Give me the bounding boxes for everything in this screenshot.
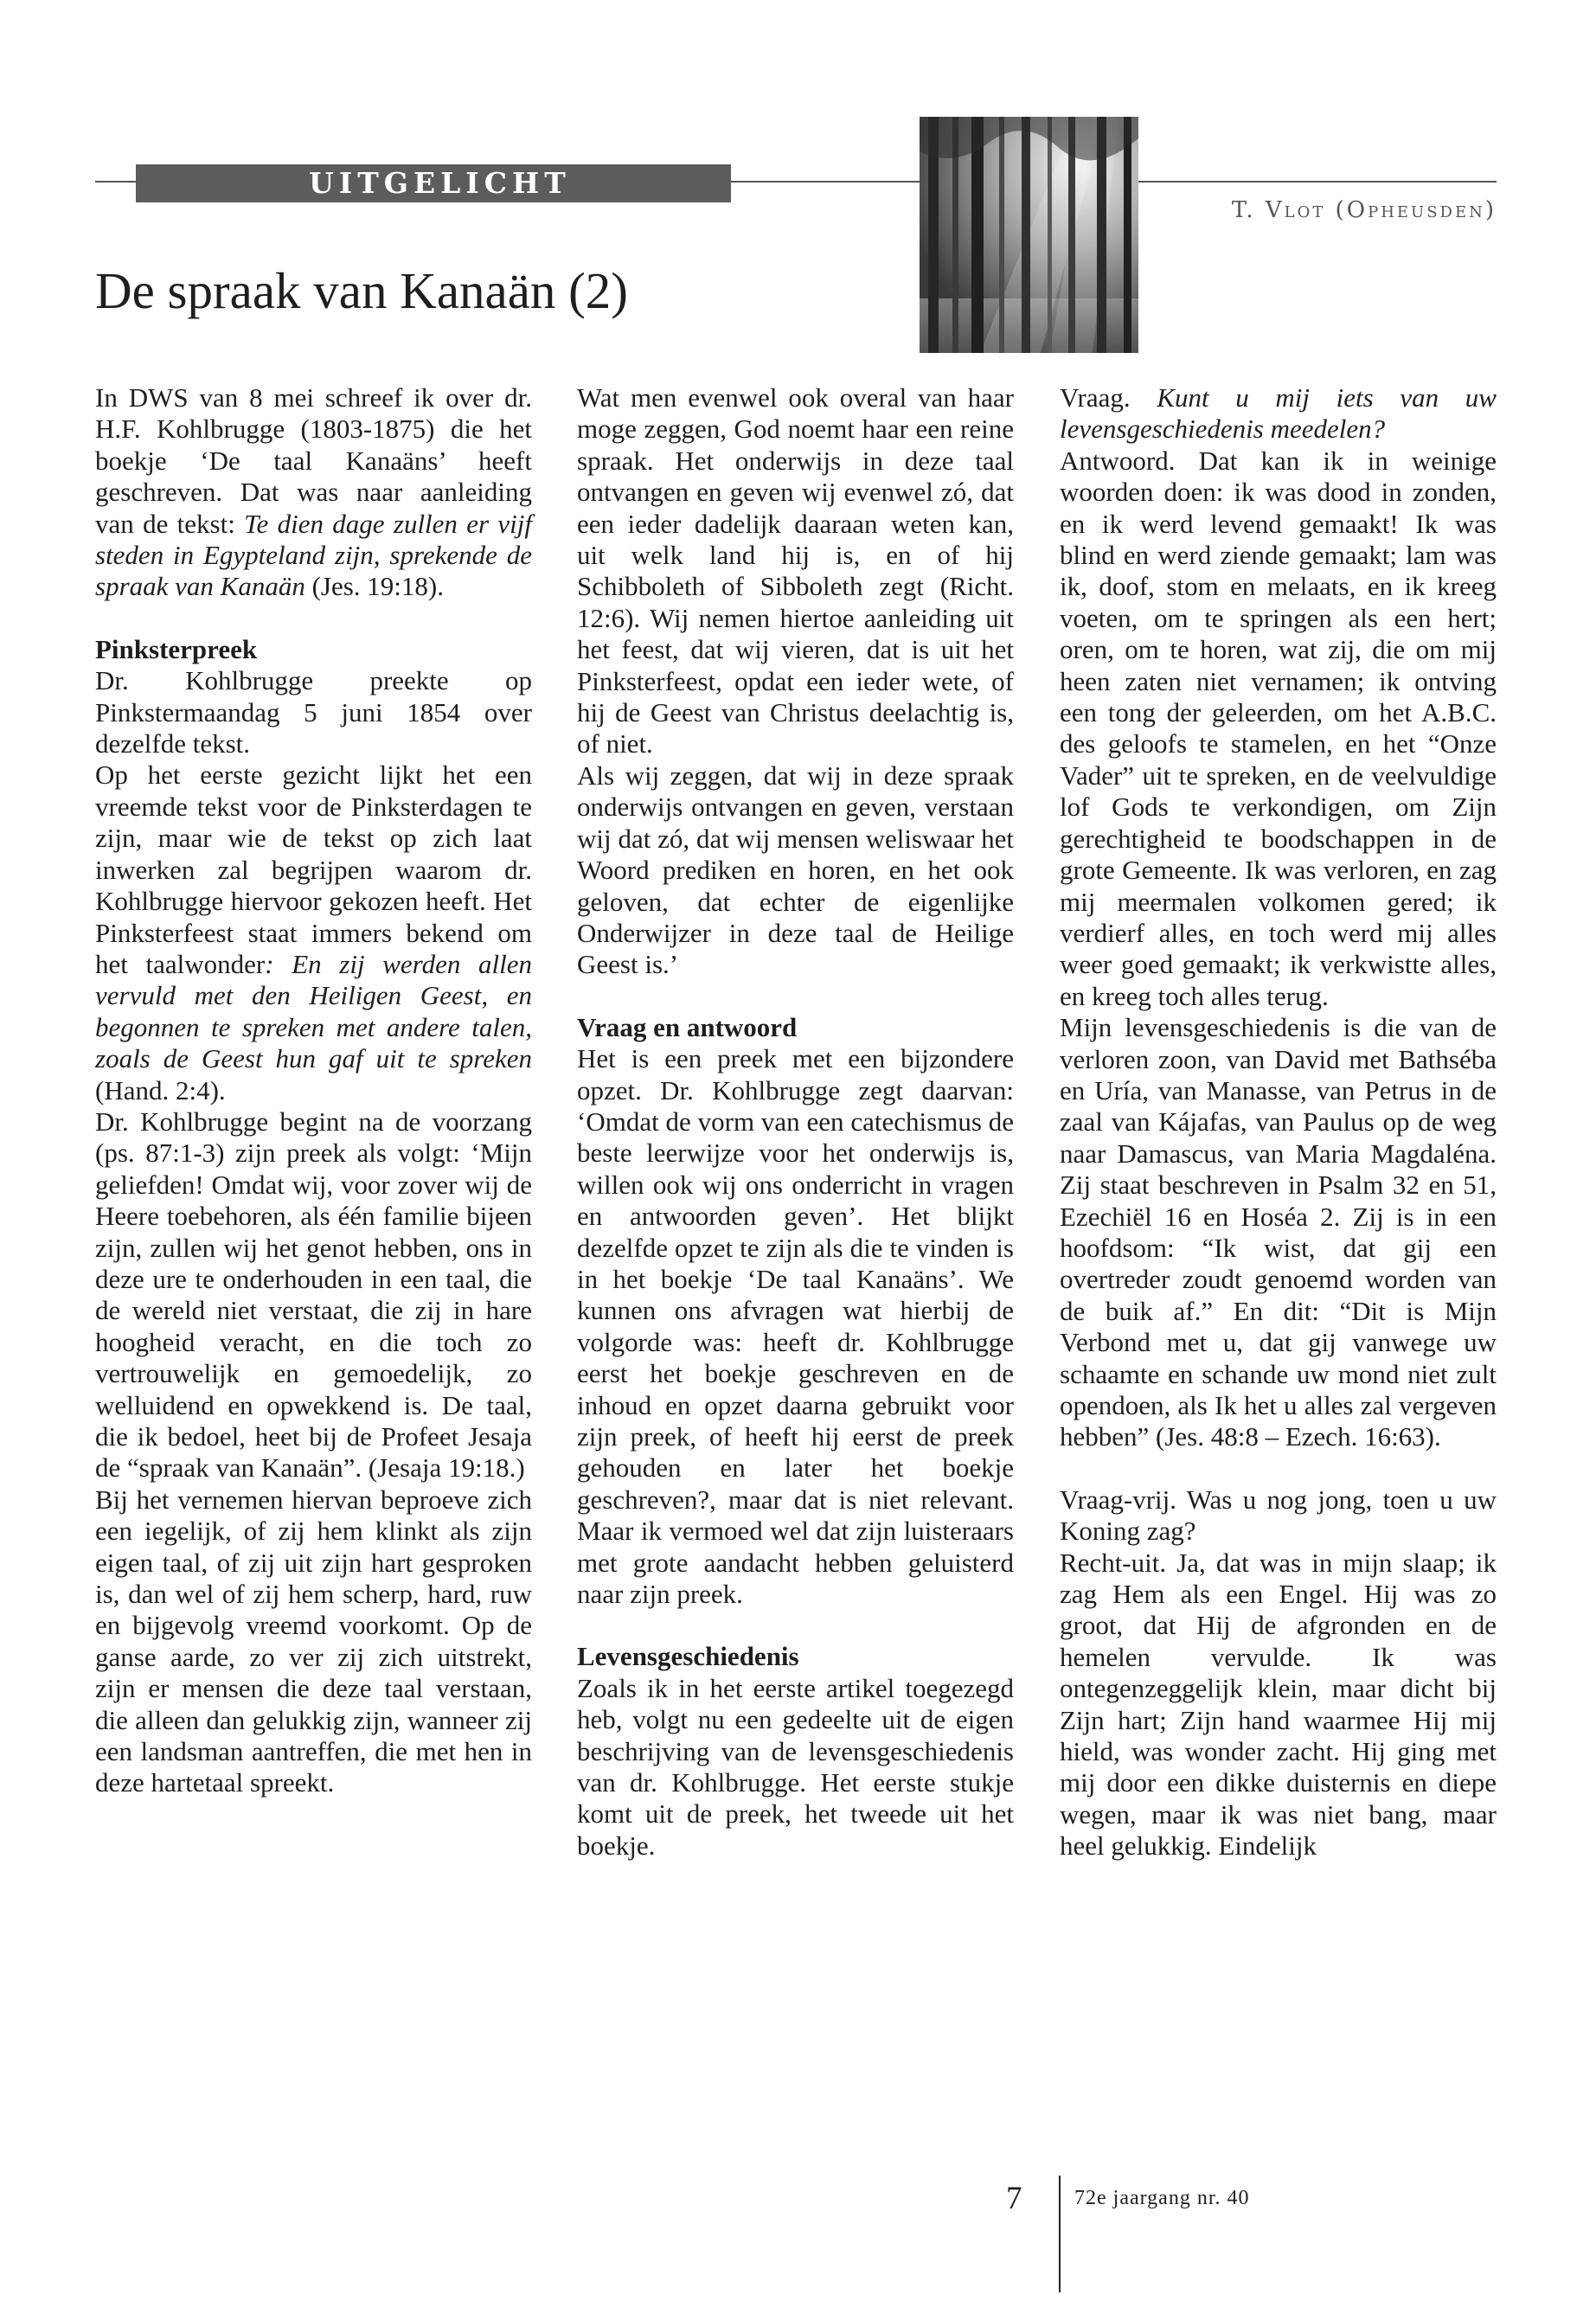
column-3 <box>1060 382 1497 1862</box>
subheading-levensgeschiedenis: Levensgeschiedenis <box>577 1641 799 1672</box>
paragraph: Antwoord. Dat kan ik in weinige woorden doen: ik was dood in zonden, en ik werd levend gemaakt! Ik was blind en werd ziende gemaakt; lam was ik, doof, stom en melaats, en ik kreeg voeten, om te springen als een hert; oren, om te horen, wat zij, die om mij heen zaten niet vernamen; ik ontving een tong der geleerden, om het A.B.C. des geloofs te stamelen, en het “Onze Vader” uit te spreken, en de veelvuldige lof Gods te verkondigen, om Zijn gerechtigheid te boodschappen in de grote Gemeente. Ik was verloren, en zag mij meermalen volkomen gered; ik verdierf alles, en toch werd mij alles weer goed gemaakt; ik verkwistte alles, en kreeg toch alles terug. <box>1060 445 1497 1011</box>
issue-label: 72e jaargang nr. 40 <box>1074 2187 1250 2209</box>
paragraph: Dr. Kohlbrugge begint na de voorzang (ps. 87:1-3) zijn preek als volgt: ‘Mijn geliefden! Omdat wij, voor zover wij de Heere toebehoren, als één familie bijeen zijn, zullen wij het genot hebben, ons in deze ure te onderhouden in een taal, die de wereld niet verstaat, die zij in hare hoogheid veracht, en die toch zo vertrouwelijk en gemoedelijk, zo welluidend en opwekkend is. De taal, die ik bedoel, heet bij de Profeet Jesaja de “spraak van Kanaän”. (Jesaja 19:18.) <box>95 1106 532 1484</box>
paragraph: In DWS van 8 mei schreef ik over dr. H.F. Kohlbrugge (1803-1875) die het boekje ‘De taal Kanaäns’ heeft geschreven. Dat was naar aanleiding van de tekst: Te dien dage zullen er vijf steden in Egypteland zijn, sprekende de spraak van Kanaän (Jes. 19:18). <box>95 382 532 602</box>
paragraph: Bij het vernemen hiervan beproeve zich een iegelijk, of zij hem klinkt als zijn eigen taal, of zij uit zijn hart gesproken is, dan wel of zij hem scherp, hard, ruw en bijgevolg vreemd voorkomt. Op de ganse aarde, zo ver zij zich uitstrekt, zijn er mensen die deze taal verstaan, die alleen dan gelukkig zijn, wanneer zij een landsman aantreffen, die met hen in deze hartetaal spreekt. <box>95 1484 532 1798</box>
header-rule-left <box>95 181 136 183</box>
page-number: 7 <box>1006 2181 1022 2216</box>
paragraph: Wat men evenwel ook overal van haar moge zeggen, God noemt haar een reine spraak. Het onderwijs in deze taal ontvangen en geven wij evenwel zó, dat een ieder dadelijk daaraan weten kan, uit welk land hij is, en of hij Schibboleth of Sibboleth zegt (Richt. 12:6). Wij nemen hiertoe aanleiding uit het feest, dat wij vieren, dat is uit het Pinksterfeest, opdat een ieder wete, of hij de Geest van Christus deelachtig is, of niet. <box>577 382 1014 760</box>
subheading-pinksterpreek: Pinksterpreek <box>95 633 258 664</box>
column-2 <box>577 382 1014 1862</box>
column-1 <box>95 382 532 1799</box>
paragraph: Als wij zeggen, dat wij in deze spraak onderwijs ontvangen en geven, verstaan wij dat zó, dat wij mensen weliswaar het Woord prediken en horen, en het ook geloven, dat echter de eigenlijke Onderwijzer in deze taal de Heilige Geest is.’ <box>577 760 1014 980</box>
paragraph: Recht-uit. Ja, dat was in mijn slaap; ik zag Hem als een Engel. Hij was zo groot, dat Hij de afgronden en de hemelen vervulde. Ik was ontegenzeggelijk klein, maar dicht bij Zijn hart; Zijn hand waarmee Hij mij hield, was wonder zacht. Hij ging met mij door een dikke duisternis en diepe wegen, maar ik was niet bang, maar heel gelukkig. Eindelijk <box>1060 1547 1497 1862</box>
author-byline: T. Vlot (Opheusden) <box>1231 197 1497 223</box>
paragraph: Vraag-vrij. Was u nog jong, toen u uw Koning zag? <box>1060 1484 1497 1547</box>
paragraph: Het is een preek met een bijzondere opzet. Dr. Kohlbrugge zegt daarvan: ‘Omdat de vorm van een catechismus de beste leerwijze voor het onderwijs is, willen ook wij ons onderricht in vragen en antwoorden geven’. Het blijkt dezelfde opzet te zijn als die te vinden is in het boekje ‘De taal Kanaäns’. We kunnen ons afvragen wat hierbij de volgorde was: heeft dr. Kohlbrugge eerst het boekje geschreven en de inhoud en opzet daarna gebruikt voor zijn preek, of heeft hij eerst de preek gehouden en later het boekje geschreven?, maar dat is niet relevant. Maar ik vermoed wel dat zijn luisteraars met grote aandacht hebben geluisterd naar zijn preek. <box>577 1043 1014 1610</box>
paragraph: Zoals ik in het eerste artikel toegezegd heb, volgt nu een gedeelte uit de eigen beschrijving van de levensgeschiedenis van dr. Kohlbrugge. Het eerste stukje komt uit de preek, het tweede uit het boekje. <box>577 1672 1014 1861</box>
section-label: UITGELICHT <box>136 164 731 202</box>
paragraph: Dr. Kohlbrugge preekte op Pinkstermaandag 5 juni 1854 over dezelfde tekst. <box>95 665 532 760</box>
subheading-vraag-en-antwoord: Vraag en antwoord <box>577 1011 798 1042</box>
footer-divider <box>1059 2176 1061 2292</box>
article-title: De spraak van Kanaän (2) <box>95 262 628 319</box>
paragraph: Mijn levensgeschiedenis is die van de verloren zoon, van David met Bathséba en Uría, van Manasse, van Petrus in de zaal van Kájafas, van Paulus op de weg naar Damascus, van Maria Magdaléna. Zij staat beschreven in Psalm 32 en 51, Ezechiël 16 en Hoséa 2. Zij is in een hoofdsom: “Ik wist, dat gij een overtreder zoudt genoemd worden van de buik af.” En dit: “Dit is Mijn Verbond met u, dat gij vanwege uw schaamte en schande uw mond niet zult opendoen, als Ik het u alles zal vergeven hebben” (Jes. 48:8 – Ezech. 16:63). <box>1060 1012 1497 1452</box>
paragraph: Vraag. Kunt u mij iets van uw levensgeschiedenis meedelen? <box>1060 382 1497 445</box>
forest-photo <box>920 117 1138 353</box>
paragraph: Op het eerste gezicht lijkt het een vreemde tekst voor de Pinksterdagen te zijn, maar wie de tekst op zich laat inwerken zal begrijpen waarom dr. Kohlbrugge hiervoor gekozen heeft. Het Pinksterfeest staat immers bekend om het taalwonder: En zij werden allen vervuld met den Heiligen Geest, en begonnen te spreken met andere talen, zoals de Geest hun gaf uit te spreken (Hand. 2:4). <box>95 760 532 1106</box>
